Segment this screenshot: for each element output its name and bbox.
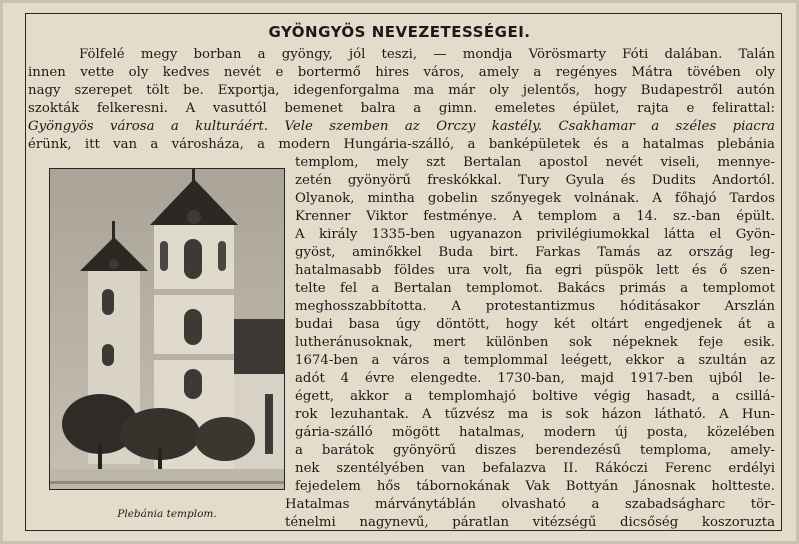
church-illustration [50,169,285,490]
text-line: Gyöngyös városa a kulturáért. Vele szemben az Orczy kastély. Csakhamar a széles piacra [28,119,775,134]
text-line: zetén gyönyörű freskókkal. Tury Gyula és Dudits Andortól. [295,173,775,188]
text-line: templom, mely szt Bertalan apostol nevét viseli, mennye- [295,155,775,170]
text-line: Hatalmas márványtáblán olvasható a szabadságharc tör- [285,497,775,512]
text-line: gyöst, aminőkkel Buda birt. Farkas Tamás az ország leg- [295,245,775,260]
text-line: Olyanok, mintha gobelin szőnyegek volnának. A főhajó Tardos [295,191,775,206]
text-line: 1674-ben a város a templommal leégett, ekkor a szultán az [295,353,775,368]
text-line: Krenner Viktor festménye. A templom a 14. sz.-ban épült. [295,209,775,224]
church-photo [49,168,285,490]
text-line: szokták felkeresni. A vasuttól bemenet balra a gimn. emeletes épület, rajta e felirattal: [28,101,775,116]
text-line: telte fel a Bertalan templomot. Bakács primás a templomot [295,281,775,296]
text-line: ténelmi nagynevű, páratlan vitézségű dicsőség koszoruzta [285,515,775,530]
text-line: égett, akkor a templomhajó boltive végig hasadt, a csillá- [295,389,775,404]
text-line: érünk, itt van a városháza, a modern Hungária-szálló, a banképületek és a hatalmas plebánia [28,137,775,152]
text-line: budai basa úgy döntött, hogy két oltárt engedjenek át a [295,317,775,332]
text-line: innen vette oly kedves nevét e bortermő hires város, amely a regényes Mátra tövében oly [28,65,775,80]
text-line: lutheránusoknak, mert különben sok népeknek feje esik. [295,335,775,350]
text-line: nek szentélyében van befalazva II. Rákóczi Ferenc erdélyi [295,461,775,476]
text-line: Fölfelé megy borban a gyöngy, jól teszi, — mondja Vörösmarty Fóti dalában. Talán [79,47,775,62]
text-line: fejedelem hős tábornokának Vak Bottyán Jánosnak holtteste. [295,479,775,494]
page-title: GYÖNGYÖS NEVEZETESSÉGEI. [268,23,531,41]
text-line: A király 1335-ben ugyanazon privilégiumokkal látta el Gyön- [295,227,775,242]
photo-caption: Plebánia templom. [117,508,217,520]
text-line: rok lezuhantak. A tűzvész ma is sok házon látható. A Hun- [295,407,775,422]
text-line: hatalmasabb földes ura volt, fia egri püspök lett és ő szen- [295,263,775,278]
text-line: meghosszabbította. A protestantizmus hóditásakor Arszlán [295,299,775,314]
text-line: a barátok gyönyörű diszes berendezésű temploma, amely- [295,443,775,458]
text-line: nagy szerepet tölt be. Exportja, idegenforgalma ma már oly jelentős, hogy Budapestről autón [28,83,775,98]
postcard [3,3,796,541]
text-line: gária-szálló mögött hatalmas, modern új posta, közelében [295,425,775,440]
text-line: adót 4 évre elengedte. 1730-ban, majd 1917-ben ujból le- [295,371,775,386]
